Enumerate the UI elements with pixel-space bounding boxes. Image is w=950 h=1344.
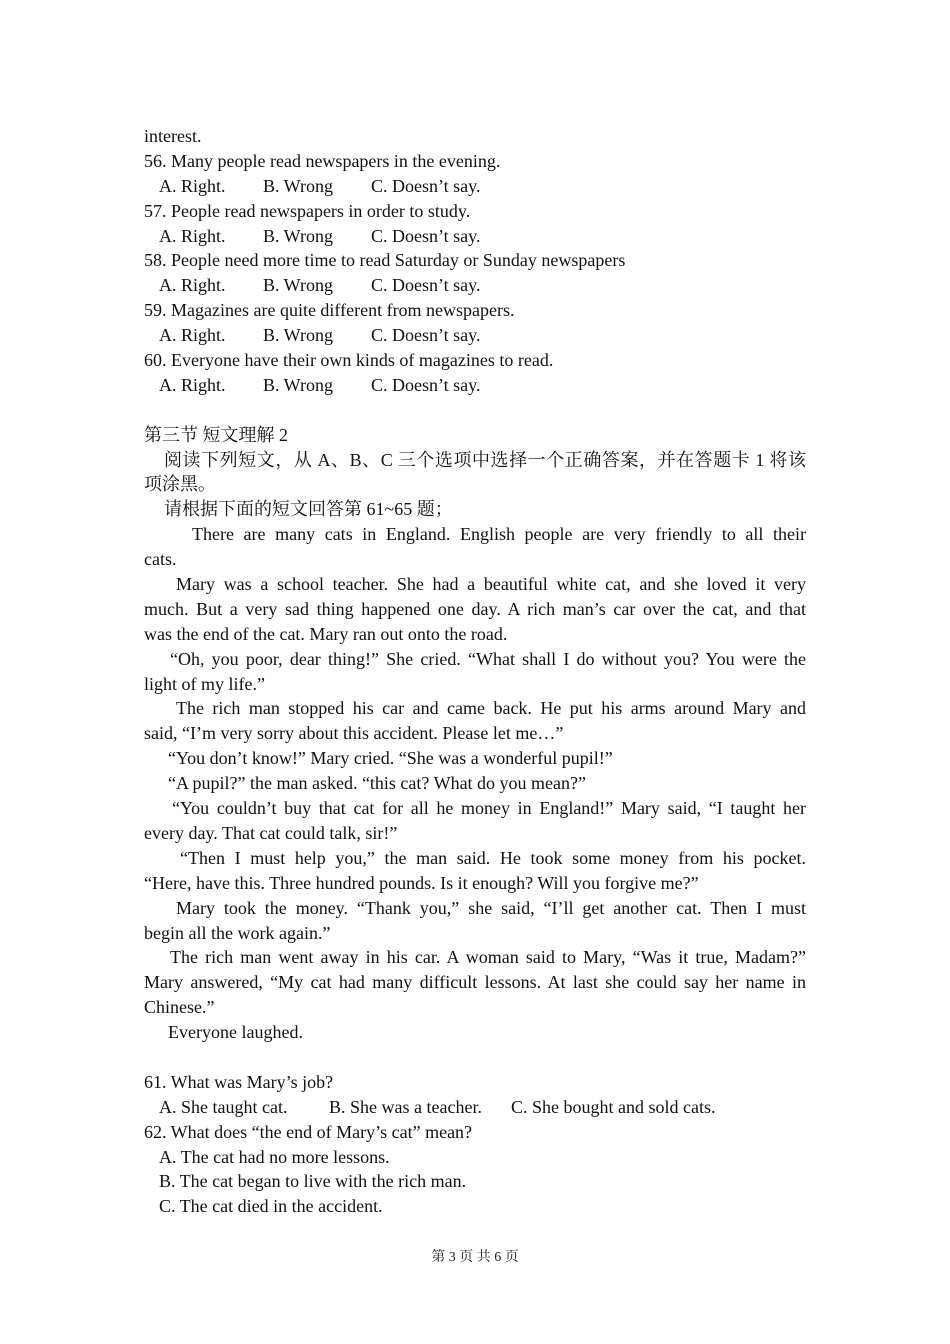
question-59: 59. Magazines are quite different from newspapers. — [144, 300, 515, 321]
option-b: B. Wrong — [263, 275, 333, 296]
passage-line: Mary answered, “My cat had many difficult lessons. At last she could say her name in — [144, 972, 806, 993]
spacer — [144, 1045, 806, 1070]
option-b: B. Wrong — [263, 175, 333, 196]
option-a: A. Right. — [159, 275, 226, 296]
options-60 — [144, 373, 806, 398]
passage-line: “You don’t know!” Mary cried. “She was a wonderful pupil!” — [168, 748, 613, 769]
section-instruction-questions: 请根据下面的短文回答第 61~65 题； — [164, 499, 453, 520]
question-58: 58. People need more time to read Saturday or Sunday newspapers — [144, 250, 626, 271]
option-b: B. The cat began to live with the rich man. — [159, 1171, 467, 1192]
passage-line: The rich man stopped his car and came back. He put his arms around Mary and — [176, 698, 806, 719]
question-61: 61. What was Mary’s job? — [144, 1071, 334, 1092]
question-57: 57. People read newspapers in order to study. — [144, 200, 471, 221]
passage-line: “You couldn’t buy that cat for all he money in England!” Mary said, “I taught her — [172, 798, 806, 819]
section-instruction-cont: 项涂黑。 — [144, 474, 216, 495]
option-c: C. Doesn’t say. — [371, 225, 481, 246]
option-c: C. Doesn’t say. — [371, 374, 481, 395]
passage-line: Chinese.” — [144, 997, 215, 1018]
passage-line: light of my life.” — [144, 673, 265, 694]
passage-line: “Oh, you poor, dear thing!” She cried. “What shall I do without you? You were the — [170, 648, 806, 669]
option-c: C. Doesn’t say. — [371, 175, 481, 196]
passage-line: “A pupil?” the man asked. “this cat? What do you mean?” — [168, 773, 587, 794]
passage-line: Mary took the money. “Thank you,” she said, “I’ll get another cat. Then I must — [176, 897, 806, 918]
option-c: C. She bought and sold cats. — [511, 1096, 716, 1117]
passage-line: every day. That cat could talk, sir!” — [144, 822, 398, 843]
section-instruction: 阅读下列短文，从 A、B、C 三个选项中选择一个正确答案，并在答题卡 1 将该 — [164, 449, 806, 470]
option-b: B. Wrong — [263, 225, 333, 246]
option-c: C. Doesn’t say. — [371, 275, 481, 296]
passage-line: Everyone laughed. — [168, 1022, 303, 1043]
option-b: B. Wrong — [263, 325, 333, 346]
option-a: A. Right. — [159, 175, 226, 196]
passage-line: “Here, have this. Three hundred pounds. Is it enough? Will you forgive me?” — [144, 872, 699, 893]
question-56: 56. Many people read newspapers in the evening. — [144, 150, 501, 171]
passage-line: was the end of the cat. Mary ran out onto the road. — [144, 623, 508, 644]
document-page — [144, 124, 806, 1219]
passage-line: Mary was a school teacher. She had a beautiful white cat, and she loved it very — [176, 574, 806, 595]
passage-line: There are many cats in England. English people are very friendly to all their — [192, 524, 806, 545]
page-footer: 第 3 页 共 6 页 — [431, 1250, 519, 1265]
option-c: C. Doesn’t say. — [371, 325, 481, 346]
passage-line: cats. — [144, 549, 177, 570]
option-b: B. Wrong — [263, 374, 333, 395]
passage-line: “Then I must help you,” the man said. He took some money from his pocket. — [180, 847, 806, 868]
option-c: C. The cat died in the accident. — [159, 1196, 383, 1217]
options-61 — [144, 1095, 806, 1120]
option-a: A. Right. — [159, 374, 226, 395]
option-a: A. She taught cat. — [159, 1096, 288, 1117]
options-56 — [144, 174, 806, 199]
options-57 — [144, 224, 806, 249]
passage-line: The rich man went away in his car. A woman said to Mary, “Was it true, Madam?” — [170, 947, 806, 968]
options-59 — [144, 323, 806, 348]
section-title: 第三节 短文理解 2 — [144, 424, 288, 445]
option-a: A. The cat had no more lessons. — [159, 1146, 390, 1167]
question-60: 60. Everyone have their own kinds of magazines to read. — [144, 350, 554, 371]
passage-line: said, “I’m very sorry about this accident. Please let me…” — [144, 723, 564, 744]
options-58 — [144, 273, 806, 298]
passage-line: begin all the work again.” — [144, 922, 331, 943]
option-a: A. Right. — [159, 325, 226, 346]
text-line: interest. — [144, 126, 202, 146]
spacer — [144, 398, 806, 423]
option-b: B. She was a teacher. — [329, 1096, 482, 1117]
question-62: 62. What does “the end of Mary’s cat” mean? — [144, 1121, 473, 1142]
option-a: A. Right. — [159, 225, 226, 246]
passage-line: much. But a very sad thing happened one day. A rich man’s car over the cat, and that — [144, 598, 806, 619]
